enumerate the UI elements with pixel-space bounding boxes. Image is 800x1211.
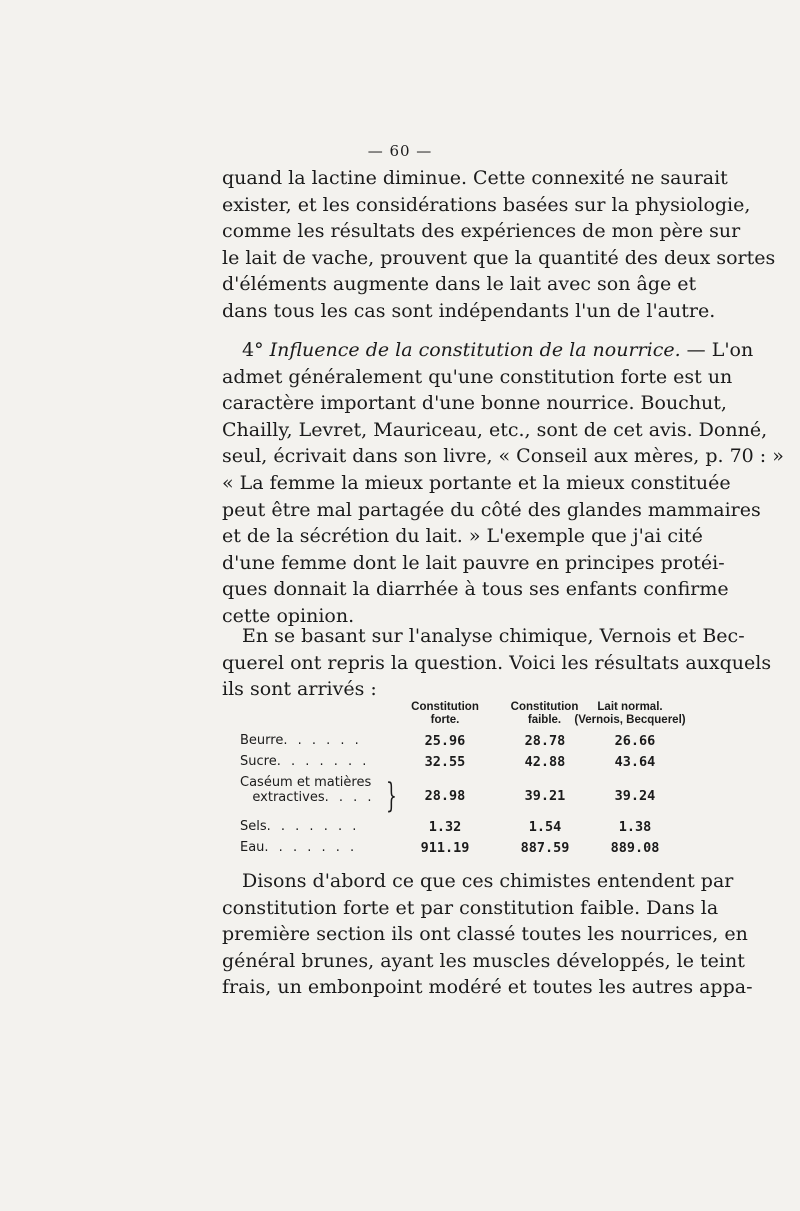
row-label: Caséum et matières extractives. . . . — [240, 775, 375, 805]
table-cell: 32.55 — [424, 754, 466, 770]
table-row — [240, 840, 685, 861]
text-line: ils sont arrivés : — [222, 678, 377, 701]
table-cell: 1.32 — [428, 819, 462, 835]
text-line: comme les résultats des expériences de mon père sur — [222, 220, 741, 243]
text-line: « La femme la mieux portante et la mieux constituée — [222, 471, 731, 494]
table-cell: 1.38 — [618, 819, 652, 835]
table-cell: 28.78 — [524, 733, 566, 749]
column-header-normal: Lait normal. (Vernois, Becquerel) — [574, 701, 686, 726]
page-number: — 60 — — [367, 142, 433, 160]
paragraph-definitions — [222, 868, 753, 1001]
table-cell: 39.21 — [524, 788, 566, 804]
text-line: et de la sécrétion du lait. » L'exemple que j'ai cité — [222, 525, 703, 548]
table-cell: 43.64 — [614, 754, 656, 770]
text-line: constitution forte et par constitution faible. Dans la — [222, 896, 719, 919]
text-line: querel ont repris la question. Voici les résultats auxquels — [222, 651, 772, 674]
text-line: caractère important d'une bonne nourrice. Bouchut, — [222, 392, 727, 415]
table-cell: 887.59 — [520, 840, 570, 856]
table-cell: 25.96 — [424, 733, 466, 749]
table-cell: 28.98 — [424, 788, 466, 804]
table-header — [240, 701, 685, 733]
row-label: Beurre. . . . . . — [240, 733, 362, 748]
row-label: Sucre. . . . . . . — [240, 754, 370, 769]
row-label: Eau. . . . . . . — [240, 840, 358, 855]
text-line: frais, un embonpoint modéré et toutes les autres appa- — [222, 976, 753, 999]
text-line: Chailly, Levret, Mauriceau, etc., sont de cet avis. Donné, — [222, 418, 768, 441]
text-line: d'une femme dont le lait pauvre en principes protéi- — [222, 551, 725, 574]
milk-composition-table — [240, 701, 685, 861]
column-header-strong: Constitution forte. — [411, 701, 479, 726]
table-cell: 39.24 — [614, 788, 656, 804]
table-row — [240, 754, 685, 775]
table-cell: 42.88 — [524, 754, 566, 770]
table-cell: 26.66 — [614, 733, 656, 749]
table-row — [240, 733, 685, 754]
heading-rest: — L'on — [680, 339, 754, 361]
row-label: Sels. . . . . . . — [240, 819, 360, 834]
text-line: quand la lactine diminue. Cette connexité ne saurait — [222, 167, 728, 189]
paragraph-analysis-intro — [222, 623, 772, 703]
table-cell: 889.08 — [610, 840, 660, 856]
text-line: d'éléments augmente dans le lait avec son âge et — [222, 273, 697, 296]
table-cell: 911.19 — [420, 840, 470, 856]
text-line: cette opinion. — [222, 604, 355, 627]
table-row — [240, 819, 685, 840]
table-cell: 1.54 — [528, 819, 562, 835]
text-line: dans tous les cas sont indépendants l'un de l'autre. — [222, 299, 716, 322]
text-line: première section ils ont classé toutes les nourrices, en — [222, 923, 748, 946]
table-row — [240, 775, 685, 819]
text-line: En se basant sur l'analyse chimique, Vernois et Bec- — [242, 625, 745, 647]
section-heading-line — [222, 337, 754, 364]
heading-number: 4° — [242, 339, 264, 361]
paragraph-nurse-constitution — [222, 337, 784, 630]
text-line: Disons d'abord ce que ces chimistes entendent par — [242, 870, 734, 892]
text-line: exister, et les considérations basées sur la physiologie, — [222, 193, 751, 216]
paragraph-continuation — [222, 165, 776, 325]
brace-glyph: } — [386, 776, 397, 816]
text-line: général brunes, ayant les muscles développés, le teint — [222, 949, 745, 972]
text-line: ques donnait la diarrhée à tous ses enfants confirme — [222, 578, 729, 601]
text-line: admet généralement qu'une constitution forte est un — [222, 365, 733, 388]
text-line: seul, écrivait dans son livre, « Conseil aux mères, p. 70 : » — [222, 445, 784, 468]
column-header-weak: Constitution faible. — [510, 701, 579, 726]
text-line: le lait de vache, prouvent que la quantité des deux sortes — [222, 246, 776, 269]
text-line: peut être mal partagée du côté des glandes mammaires — [222, 498, 761, 521]
heading-title: Influence de la constitution de la nourrice. — [269, 339, 681, 361]
